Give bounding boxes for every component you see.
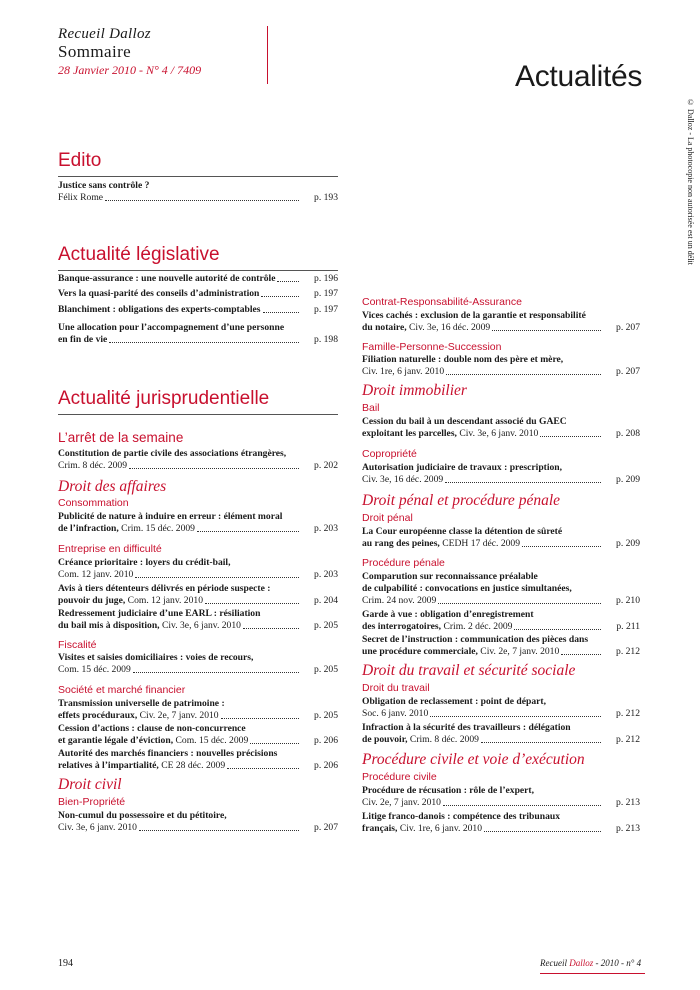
entry-page: p. 209 (616, 474, 640, 485)
entry-page: p. 207 (314, 822, 338, 833)
entry-title-cont: exploitant les parcelles, (362, 428, 457, 439)
entry-ref: Civ. 3e, 16 déc. 2009 (362, 474, 444, 485)
travail-entry (362, 696, 640, 720)
entry-title: Cession du bail à un descendant associé du GAEC (362, 416, 567, 427)
entry-title: Filiation naturelle : double nom des père et mère, (362, 354, 564, 365)
entry-page: p. 208 (616, 428, 640, 439)
entry-page: p. 207 (616, 366, 640, 377)
arret-heading: L’arrêt de la semaine (58, 430, 184, 445)
entry-ref: Crim. 2 déc. 2009 (441, 621, 513, 632)
entry-ref: Civ. 3e, 6 janv. 2010 (159, 620, 241, 631)
consommation-sub: Consommation (58, 497, 129, 509)
entreprise-sub: Entreprise en difficulté (58, 543, 162, 555)
legislative-entry-title: Vers la quasi-parité des conseils d’administration (58, 288, 260, 299)
summary-label: Sommaire (58, 42, 132, 61)
legislative-entry-title: Blanchiment : obligations des experts-comptables (58, 304, 261, 315)
legislative-entry-page: p. 196 (314, 273, 338, 284)
famille-entry (362, 354, 640, 378)
civil-heading: Droit civil (58, 776, 122, 793)
header-divider (267, 26, 268, 84)
legislative-entry (58, 304, 338, 316)
entry-title: Infraction à la sécurité des travailleurs : délégation (362, 722, 571, 733)
droit-travail-sub: Droit du travail (362, 682, 430, 694)
entry-title: Transmission universelle de patrimoine : (58, 698, 225, 709)
entry-title: La Cour européenne classe la détention de sûreté (362, 526, 563, 537)
footer-journal (540, 958, 641, 968)
edito-entry-title: Justice sans contrôle ? (58, 180, 150, 191)
edito-entry (58, 180, 338, 204)
issue-label: 28 Janvier 2010 - N° 4 / 7409 (58, 63, 202, 77)
entry-ref: Crim. 15 déc. 2009 (118, 523, 195, 534)
edito-title: Edito (58, 150, 338, 177)
entry-title: Autorisation judiciaire de travaux : prescription, (362, 462, 563, 473)
legislative-entry-title: Une allocation pour l’accompagnement d’une personne (58, 322, 285, 333)
entry-ref: Com. 15 déc. 2009 (173, 735, 249, 746)
entry-title-cont: du bail mis à disposition, (58, 620, 160, 631)
entry-page: p. 212 (616, 734, 640, 745)
procedure-penale-sub: Procédure pénale (362, 557, 445, 569)
entry-page: p. 213 (616, 797, 640, 808)
footer-journal-c: - 2010 - n° 4 (593, 958, 642, 968)
legislative-entry (58, 273, 338, 285)
entry-ref: Civ. 2e, 7 janv. 2010 (362, 797, 441, 808)
entry-ref: Civ. 3e, 6 janv. 2010 (58, 822, 137, 833)
entry-title: Procédure de récusation : rôle de l’expert, (362, 785, 535, 796)
travail-entry (362, 722, 640, 746)
entry-page: p. 213 (616, 823, 640, 834)
copropriete-sub: Copropriété (362, 448, 417, 460)
entry-title: Cession d’actions : clause de non-concurrence (58, 723, 246, 734)
legislative-entry (58, 288, 338, 300)
entry-title: Avis à tiers détenteurs délivrés en période suspecte : (58, 583, 271, 594)
entry-title: Créance prioritaire : loyers du crédit-bail, (58, 557, 231, 568)
entreprise-entry (58, 583, 338, 607)
penal-entry (362, 526, 640, 550)
entry-title: Autorité des marchés financiers : nouvelles précisions (58, 748, 278, 759)
entry-title: Garde à vue : obligation d’enregistrement (362, 609, 534, 620)
entry-title-cont: relatives à l’impartialité, (58, 760, 159, 771)
penal-entry (362, 634, 640, 658)
entry-ref: Com. 12 janv. 2010 (125, 595, 203, 606)
penal-heading: Droit pénal et procédure pénale (362, 492, 561, 509)
entry-ref: Crim. 8 déc. 2009 (58, 460, 128, 471)
entry-title-cont: et garantie légale d’éviction, (58, 735, 174, 746)
entry-ref: Crim. 8 déc. 2009 (407, 734, 479, 745)
entry-title-cont: français, (362, 823, 398, 834)
entry-page: p. 209 (616, 538, 640, 549)
entry-page: p. 205 (314, 710, 338, 721)
civil-entry (58, 810, 338, 834)
entry-page: p. 210 (616, 595, 640, 606)
fiscalite-sub: Fiscalité (58, 639, 97, 651)
entry-title: Constitution de partie civile des associations étrangères, (58, 448, 287, 459)
entry-ref: Civ. 3e, 6 janv. 2010 (456, 428, 539, 439)
entry-title-cont: du notaire, (362, 322, 407, 333)
bien-propriete-sub: Bien-Propriété (58, 796, 126, 808)
entry-ref: Soc. 6 janv. 2010 (362, 708, 429, 719)
societe-sub: Société et marché financier (58, 684, 186, 696)
entry-title: Publicité de nature à induire en erreur : élément moral (58, 511, 283, 522)
entry-page: p. 212 (616, 646, 640, 657)
travail-heading: Droit du travail et sécurité sociale (362, 662, 576, 679)
entry-title: Visites et saisies domiciliaires : voies de recours, (58, 652, 254, 663)
entry-page: p. 205 (314, 664, 338, 675)
famille-sub: Famille-Personne-Succession (362, 341, 502, 353)
entry-title-cont: de culpabilité : convocations en justice simultanées, (362, 583, 572, 594)
entry-ref: Com. 12 janv. 2010 (58, 569, 134, 580)
entry-title-cont: de pouvoir, (362, 734, 408, 745)
bail-sub: Bail (362, 402, 380, 414)
entry-page: p. 202 (314, 460, 338, 471)
legislative-title: Actualité législative (58, 244, 338, 271)
legislative-entry-page: p. 197 (314, 288, 338, 299)
footer-rule (540, 973, 645, 974)
entry-title-cont: des interrogatoires, (362, 621, 442, 632)
penal-entry (362, 609, 640, 633)
entry-title: Comparution sur reconnaissance préalable (362, 571, 538, 582)
societe-entry (58, 748, 338, 772)
entry-title: Non-cumul du possessoire et du pétitoire, (58, 810, 227, 821)
entry-ref: Civ. 3e, 16 déc. 2009 (406, 322, 491, 333)
entry-title: Litige franco-danois : compétence des tribunaux (362, 811, 560, 822)
societe-entry (58, 723, 338, 747)
legislative-entry-page: p. 198 (314, 334, 338, 345)
legislative-entry-title: Banque-assurance : une nouvelle autorité de contrôle (58, 273, 276, 284)
legislative-entry-title-cont: en fin de vie (58, 334, 108, 345)
entry-title-cont: une procédure commerciale, (362, 646, 478, 657)
entry-page: p. 206 (314, 735, 338, 746)
jurisprudence-title: Actualité jurisprudentielle (58, 388, 338, 415)
affaires-heading: Droit des affaires (58, 478, 167, 495)
entry-title-cont: de l’infraction, (58, 523, 119, 534)
journal-name: Recueil Dalloz (58, 26, 151, 42)
entry-title: Vices cachés : exclusion de la garantie et responsabilité (362, 310, 586, 321)
entry-page: p. 207 (616, 322, 640, 333)
immobilier-heading: Droit immobilier (362, 382, 467, 399)
edito-entry-page: p. 193 (314, 192, 338, 203)
entry-title-cont: au rang des peines, (362, 538, 440, 549)
societe-entry (58, 698, 338, 722)
entry-ref: Civ. 1re, 6 janv. 2010 (397, 823, 483, 834)
entry-page: p. 212 (616, 708, 640, 719)
entry-title-cont: pouvoir du juge, (58, 595, 126, 606)
entry-page: p. 203 (314, 569, 338, 580)
copro-entry (362, 462, 640, 486)
consommation-entry (58, 511, 338, 535)
legislative-entry-page: p. 197 (314, 304, 338, 315)
entry-ref: Civ. 2e, 7 janv. 2010 (137, 710, 219, 721)
civile-entry (362, 811, 640, 835)
section-title: Actualités (515, 60, 643, 93)
bail-entry (362, 416, 640, 440)
procedure-civile-heading: Procédure civile et voie d’exécution (362, 751, 585, 768)
entry-ref: CE 28 déc. 2009 (158, 760, 226, 771)
entry-title: Secret de l’instruction : communication des pièces dans (362, 634, 589, 645)
entry-page: p. 204 (314, 595, 338, 606)
page-number: 194 (58, 958, 73, 969)
procedure-civile-sub: Procédure civile (362, 771, 437, 783)
arret-entry (58, 448, 338, 472)
entry-ref: Crim. 24 nov. 2009 (362, 595, 437, 606)
entry-page: p. 203 (314, 523, 338, 534)
entry-page: p. 206 (314, 760, 338, 771)
fiscalite-entry (58, 652, 338, 676)
contrat-sub: Contrat-Responsabilité-Assurance (362, 296, 522, 308)
footer-journal-b: Dalloz (569, 958, 594, 968)
civile-entry (362, 785, 640, 809)
entry-ref: Civ. 1re, 6 janv. 2010 (362, 366, 445, 377)
droit-penal-sub: Droit pénal (362, 512, 413, 524)
entry-title: Obligation de reclassement : point de départ, (362, 696, 546, 707)
copyright-note: © Dalloz - La photocopie non autorisée est un délit (686, 98, 695, 265)
entry-ref: Civ. 2e, 7 janv. 2010 (477, 646, 560, 657)
entry-page: p. 211 (616, 621, 640, 632)
entry-page: p. 205 (314, 620, 338, 631)
entreprise-entry (58, 608, 338, 632)
footer-journal-a: Recueil (540, 958, 570, 968)
entry-title: Redressement judiciaire d’une EARL : résiliation (58, 608, 261, 619)
legislative-entry (58, 322, 338, 346)
entry-ref: CEDH 17 déc. 2009 (439, 538, 521, 549)
contrat-entry (362, 310, 640, 334)
edito-entry-author: Félix Rome (58, 192, 104, 203)
entry-ref: Com. 15 déc. 2009 (58, 664, 131, 675)
entry-title-cont: effets procéduraux, (58, 710, 138, 721)
entreprise-entry (58, 557, 338, 581)
penal-entry (362, 571, 640, 607)
